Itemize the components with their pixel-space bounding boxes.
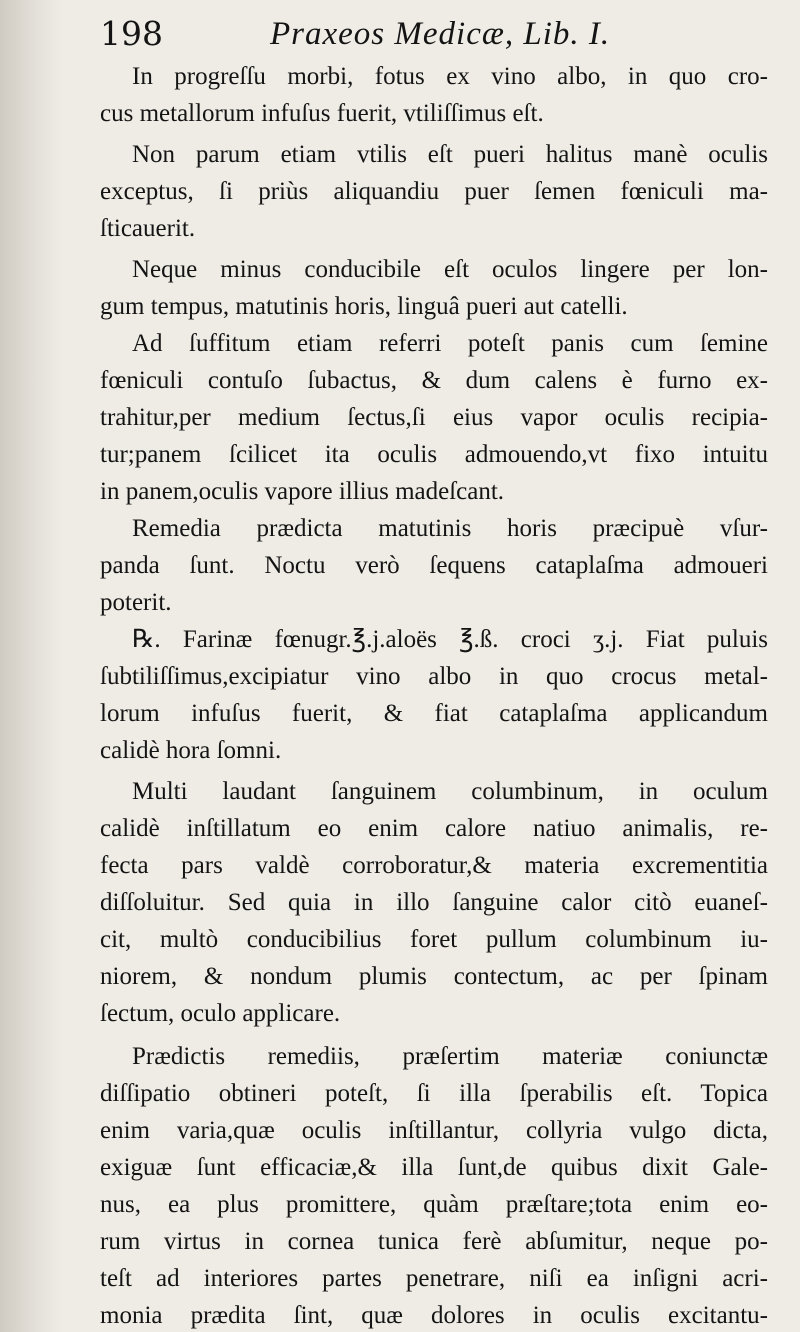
text-line: fecta pars valdè corroboratur,& materia excrementitia: [100, 852, 768, 879]
page-number: 198: [100, 14, 163, 53]
text-line: Remedia prædicta matutinis horis præcipuè vſur-: [132, 515, 768, 542]
page-body: [100, 58, 768, 1332]
text-line: nus, ea plus promittere, quàm præſtare;tota enim eo-: [100, 1191, 768, 1218]
text-line: panda ſunt. Noctu verò ſequens cataplaſma admoueri: [100, 552, 768, 579]
text-line: gum tempus, matutinis horis, linguâ pueri aut catelli.: [100, 293, 628, 320]
text-line: Multi laudant ſanguinem columbinum, in oculum: [132, 778, 768, 805]
page-header: [100, 12, 760, 56]
text-line: cus metallorum infuſus fuerit, vtiliſſimus eſt.: [100, 100, 544, 127]
text-line: fœniculi contuſo ſubactus, & dum calens è furno ex-: [100, 367, 768, 394]
text-line: in panem,oculis vapore illius madeſcant.: [100, 478, 505, 505]
text-line: diſſoluitur. Sed quia in illo ſanguine calor citò euaneſ-: [100, 889, 768, 916]
text-line: calidè hora ſomni.: [100, 737, 282, 764]
text-line: niorem, & nondum plumis contectum, ac per ſpinam: [100, 963, 768, 990]
page-gutter-shadow: [0, 0, 62, 1332]
text-line: ſubtiliſſimus,excipiatur vino albo in quo crocus metal-: [100, 663, 768, 690]
text-line: rum virtus in cornea tunica ferè abſumitur, neque po-: [100, 1228, 768, 1255]
text-line: ſticauerit.: [100, 215, 196, 242]
text-line: monia prædita ſint, quæ dolores in oculis excitantu-: [100, 1302, 768, 1329]
text-line: In progreſſu morbi, fotus ex vino albo, in quo cro-: [132, 63, 768, 90]
text-line: tur;panem ſcilicet ita oculis admouendo,vt fixo intuitu: [100, 441, 768, 468]
text-line: exiguæ ſunt efficaciæ,& illa ſunt,de quibus dixit Gale-: [100, 1154, 768, 1181]
text-line: lorum infuſus fuerit, & fiat cataplaſma applicandum: [100, 700, 768, 727]
running-title: Praxeos Medicæ, Lib. I.: [270, 16, 611, 52]
text-line: cit, multò conducibilius foret pullum columbinum iu-: [100, 926, 768, 953]
text-line: Ad ſuffitum etiam referri poteſt panis cum ſemine: [132, 330, 768, 357]
text-line: poterit.: [100, 589, 172, 616]
text-line: diſſipatio obtineri poteſt, ſi illa ſperabilis eſt. Topica: [100, 1080, 768, 1107]
text-line: Prædictis remediis, præſertim materiæ coniunctæ: [132, 1043, 768, 1070]
text-line: Neque minus conducibile eſt oculos lingere per lon-: [132, 256, 768, 283]
text-line: ℞. Farinæ fœnugr.℥.j.aloës ℥.ß. croci ʒ.j. Fiat puluis: [132, 626, 768, 653]
text-line: calidè inſtillatum eo enim calore natiuo animalis, re-: [100, 815, 768, 842]
text-line: Non parum etiam vtilis eſt pueri halitus manè oculis: [132, 141, 768, 168]
text-line: teſt ad interiores partes penetrare, niſi ea inſigni acri-: [100, 1265, 768, 1292]
text-line: ſectum, oculo applicare.: [100, 1000, 341, 1027]
text-line: trahitur,per medium ſectus,ſi eius vapor oculis recipia-: [100, 404, 768, 431]
text-line: enim varia,quæ oculis inſtillantur, collyria vulgo dicta,: [100, 1117, 768, 1144]
text-line: exceptus, ſi priùs aliquandiu puer ſemen fœniculi ma-: [100, 178, 768, 205]
